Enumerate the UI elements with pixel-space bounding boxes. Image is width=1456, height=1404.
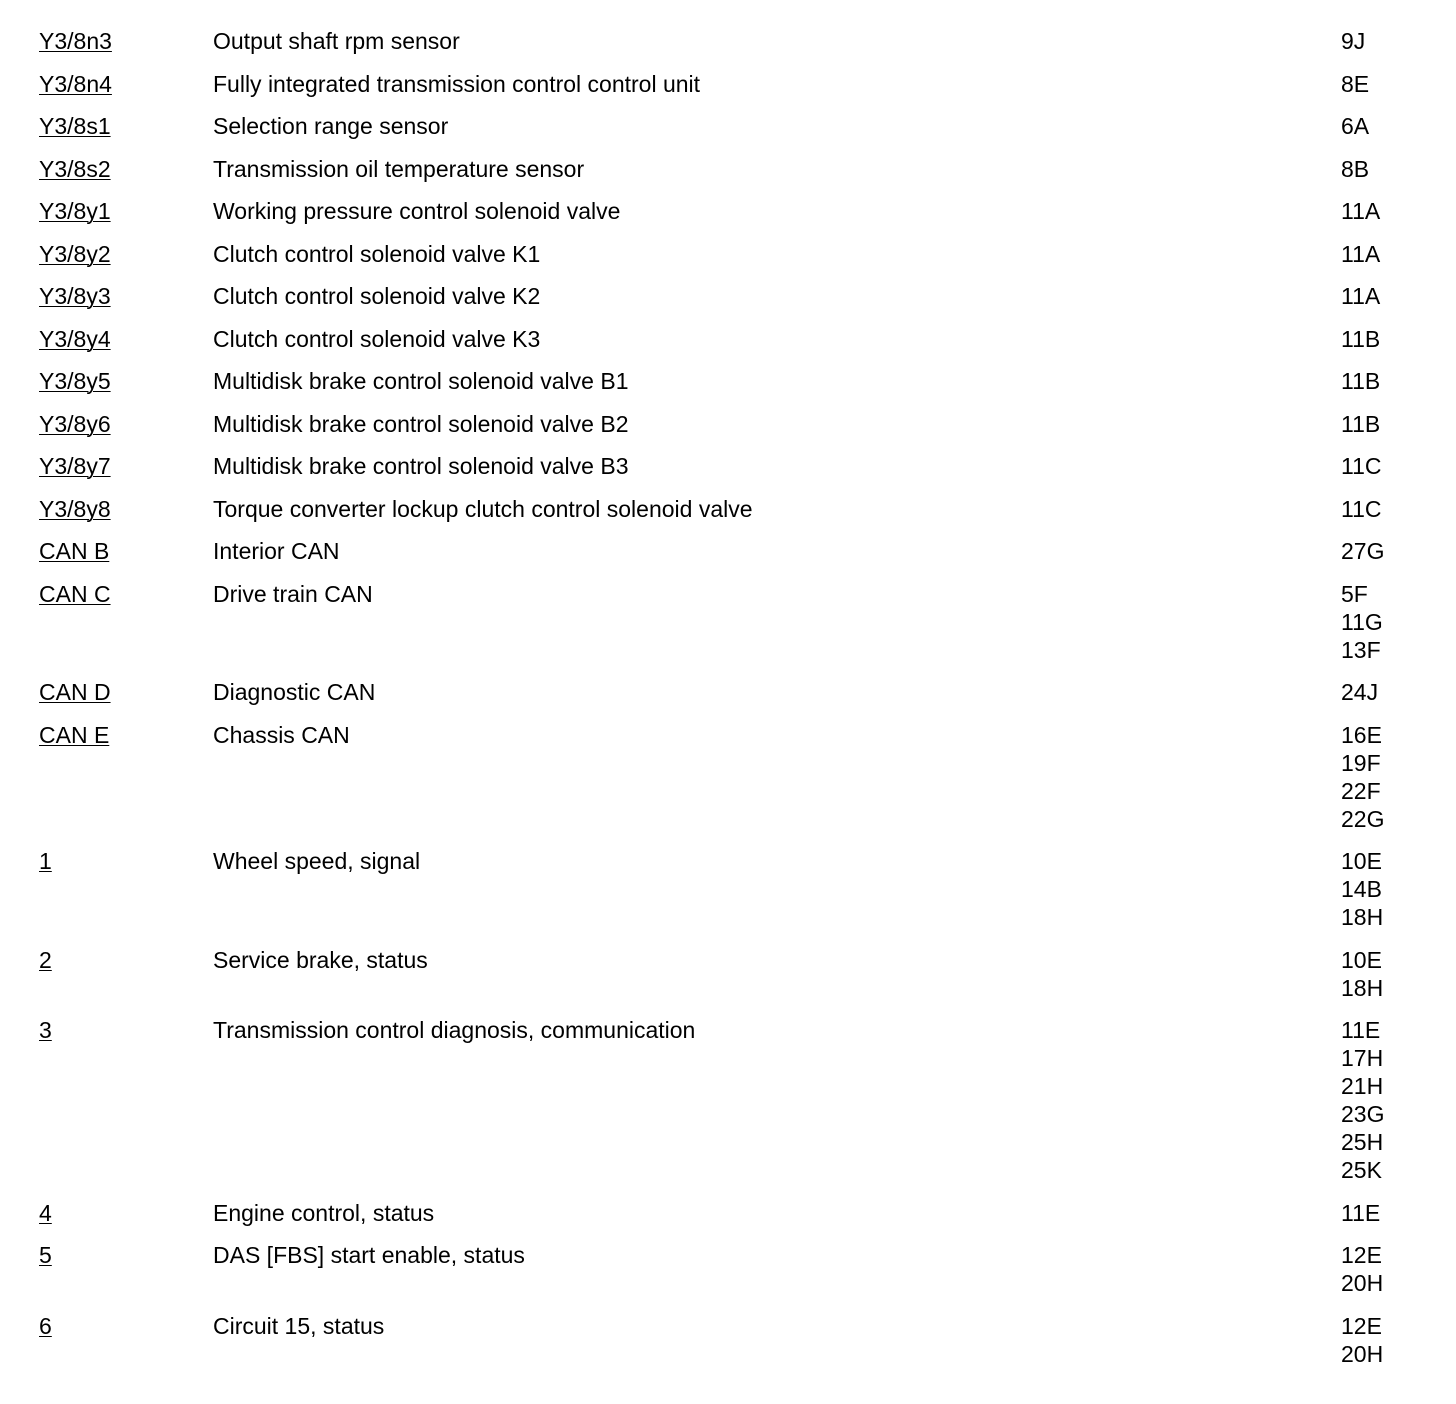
component-description: Clutch control solenoid valve K2: [213, 283, 541, 309]
grid-reference-list: [1341, 410, 1380, 438]
component-code-cell: [39, 70, 213, 98]
legend-row: [0, 27, 1456, 55]
legend-row: [0, 240, 1456, 268]
grid-reference-list: [1341, 112, 1369, 140]
legend-row: [0, 537, 1456, 565]
grid-reference: 17H: [1341, 1045, 1384, 1071]
grid-reference: 22G: [1341, 805, 1385, 832]
grid-reference: 16E: [1341, 721, 1382, 748]
grid-reference-list: [1341, 197, 1380, 225]
legend-row: [0, 155, 1456, 183]
legend-row: [0, 452, 1456, 480]
component-description: Diagnostic CAN: [213, 679, 376, 705]
grid-reference-list: [1341, 1312, 1383, 1368]
grid-reference: 23G: [1341, 1101, 1385, 1127]
component-code-link[interactable]: Y3/8s1: [39, 113, 111, 139]
legend-row: [0, 282, 1456, 310]
component-description: Drive train CAN: [213, 580, 373, 607]
grid-reference: 11C: [1341, 495, 1382, 522]
legend-row: [0, 847, 1456, 931]
component-code-link[interactable]: 2: [39, 946, 52, 973]
component-code-link[interactable]: CAN C: [39, 580, 111, 607]
component-code-link[interactable]: Y3/8y7: [39, 453, 111, 479]
component-code-cell: [39, 240, 213, 268]
component-code-link[interactable]: 5: [39, 1242, 52, 1268]
grid-reference: 20H: [1341, 1270, 1384, 1296]
grid-reference: 11G: [1341, 608, 1383, 635]
component-description: Clutch control solenoid valve K3: [213, 325, 541, 352]
legend-row: [0, 721, 1456, 833]
grid-reference: 18H: [1341, 904, 1384, 930]
grid-reference: 24J: [1341, 679, 1379, 705]
component-code-cell: [39, 197, 213, 225]
grid-reference-list: [1341, 678, 1378, 706]
grid-reference: 19F: [1341, 749, 1381, 776]
component-description: Multidisk brake control solenoid valve B2: [213, 410, 629, 437]
grid-reference: 10E: [1341, 946, 1382, 973]
component-code-cell: [39, 847, 213, 875]
component-code-link[interactable]: Y3/8y5: [39, 368, 111, 394]
component-code-cell: [39, 1199, 213, 1227]
component-code-cell: [39, 946, 213, 974]
grid-reference-list: [1341, 367, 1380, 395]
grid-reference: 10E: [1341, 848, 1382, 874]
component-code-link[interactable]: 3: [39, 1017, 52, 1043]
component-code-link[interactable]: CAN B: [39, 538, 110, 564]
grid-reference: 11B: [1341, 368, 1381, 394]
component-description: Working pressure control solenoid valve: [213, 198, 621, 224]
component-code-cell: [39, 282, 213, 310]
legend-row: [0, 1241, 1456, 1297]
component-code-cell: [39, 367, 213, 395]
grid-reference-list: [1341, 1241, 1383, 1297]
component-code-link[interactable]: 1: [39, 848, 52, 874]
component-legend: [0, 27, 1456, 1382]
component-code-link[interactable]: Y3/8n3: [39, 28, 112, 54]
grid-reference: 27G: [1341, 538, 1385, 564]
grid-reference-list: [1341, 282, 1380, 310]
component-code-link[interactable]: Y3/8y3: [39, 283, 111, 309]
component-code-cell: [39, 1312, 213, 1340]
grid-reference-list: [1341, 1016, 1384, 1184]
component-description: DAS [FBS] start enable, status: [213, 1242, 525, 1268]
component-code-cell: [39, 325, 213, 353]
grid-reference: 5F: [1341, 580, 1368, 607]
component-description: Chassis CAN: [213, 721, 350, 748]
component-description: Selection range sensor: [213, 113, 449, 139]
grid-reference: 11A: [1341, 283, 1381, 309]
grid-reference: 11B: [1341, 325, 1381, 352]
component-code-link[interactable]: Y3/8y1: [39, 198, 111, 224]
legend-row: [0, 1016, 1456, 1184]
grid-reference: 13F: [1341, 636, 1381, 663]
component-code-cell: [39, 580, 213, 608]
component-code-cell: [39, 112, 213, 140]
component-code-link[interactable]: 6: [39, 1312, 52, 1339]
grid-reference: 11E: [1341, 1199, 1381, 1226]
grid-reference: 25H: [1341, 1129, 1384, 1155]
component-code-cell: [39, 678, 213, 706]
legend-row: [0, 70, 1456, 98]
grid-reference: 6A: [1341, 113, 1370, 139]
grid-reference-list: [1341, 537, 1384, 565]
grid-reference: 9J: [1341, 28, 1366, 54]
component-code-cell: [39, 537, 213, 565]
legend-row: [0, 946, 1456, 1002]
grid-reference-list: [1341, 1199, 1380, 1227]
component-description: Transmission oil temperature sensor: [213, 155, 585, 182]
grid-reference-list: [1341, 325, 1380, 353]
legend-row: [0, 367, 1456, 395]
component-code-cell: [39, 27, 213, 55]
legend-row: [0, 112, 1456, 140]
grid-reference: 12E: [1341, 1242, 1382, 1268]
legend-row: [0, 325, 1456, 353]
component-code-link[interactable]: Y3/8y6: [39, 410, 111, 437]
component-code-link[interactable]: 4: [39, 1199, 52, 1226]
grid-reference: 11A: [1341, 198, 1381, 224]
component-description: Output shaft rpm sensor: [213, 28, 460, 54]
grid-reference-list: [1341, 155, 1369, 183]
component-code-cell: [39, 155, 213, 183]
component-description: Transmission control diagnosis, communication: [213, 1017, 696, 1043]
component-description: Torque converter lockup clutch control solenoid valve: [213, 495, 753, 522]
legend-row: [0, 1312, 1456, 1368]
legend-row: [0, 410, 1456, 438]
component-code-link[interactable]: Y3/8n4: [39, 70, 112, 97]
grid-reference: 12E: [1341, 1312, 1382, 1339]
grid-reference: 11E: [1341, 1017, 1381, 1043]
grid-reference: 8B: [1341, 155, 1370, 182]
grid-reference-list: [1341, 946, 1383, 1002]
component-description: Service brake, status: [213, 946, 428, 973]
grid-reference: 25K: [1341, 1157, 1382, 1183]
component-code-cell: [39, 495, 213, 523]
component-code-cell: [39, 1241, 213, 1269]
legend-row: [0, 197, 1456, 225]
grid-reference: 22F: [1341, 777, 1381, 804]
grid-reference-list: [1341, 847, 1383, 931]
component-description: Interior CAN: [213, 538, 340, 564]
grid-reference-list: [1341, 721, 1384, 833]
legend-row: [0, 580, 1456, 664]
component-code-cell: [39, 1016, 213, 1044]
component-code-link[interactable]: Y3/8s2: [39, 155, 111, 182]
component-description: Wheel speed, signal: [213, 848, 421, 874]
component-description: Clutch control solenoid valve K1: [213, 240, 541, 267]
component-code-cell: [39, 721, 213, 749]
grid-reference: 20H: [1341, 1340, 1384, 1367]
component-code-link[interactable]: CAN D: [39, 679, 111, 705]
component-code-cell: [39, 452, 213, 480]
grid-reference: 14B: [1341, 876, 1382, 902]
grid-reference-list: [1341, 27, 1365, 55]
grid-reference-list: [1341, 580, 1383, 664]
grid-reference-list: [1341, 495, 1382, 523]
grid-reference: 11B: [1341, 410, 1381, 437]
component-description: Engine control, status: [213, 1199, 435, 1226]
grid-reference-list: [1341, 70, 1369, 98]
legend-row: [0, 495, 1456, 523]
component-code-link[interactable]: CAN E: [39, 721, 110, 748]
grid-reference: 11A: [1341, 240, 1381, 267]
grid-reference-list: [1341, 240, 1380, 268]
grid-reference: 8E: [1341, 70, 1370, 97]
component-code-link[interactable]: Y3/8y4: [39, 325, 111, 352]
component-description: Multidisk brake control solenoid valve B3: [213, 453, 629, 479]
grid-reference-list: [1341, 452, 1382, 480]
component-code-link[interactable]: Y3/8y8: [39, 495, 111, 522]
grid-reference: 18H: [1341, 974, 1384, 1001]
legend-row: [0, 678, 1456, 706]
component-code-cell: [39, 410, 213, 438]
component-description: Circuit 15, status: [213, 1312, 385, 1339]
grid-reference: 11C: [1341, 453, 1382, 479]
component-code-link[interactable]: Y3/8y2: [39, 240, 111, 267]
component-description: Fully integrated transmission control control unit: [213, 70, 701, 97]
legend-row: [0, 1199, 1456, 1227]
grid-reference: 21H: [1341, 1073, 1384, 1099]
component-description: Multidisk brake control solenoid valve B1: [213, 368, 629, 394]
